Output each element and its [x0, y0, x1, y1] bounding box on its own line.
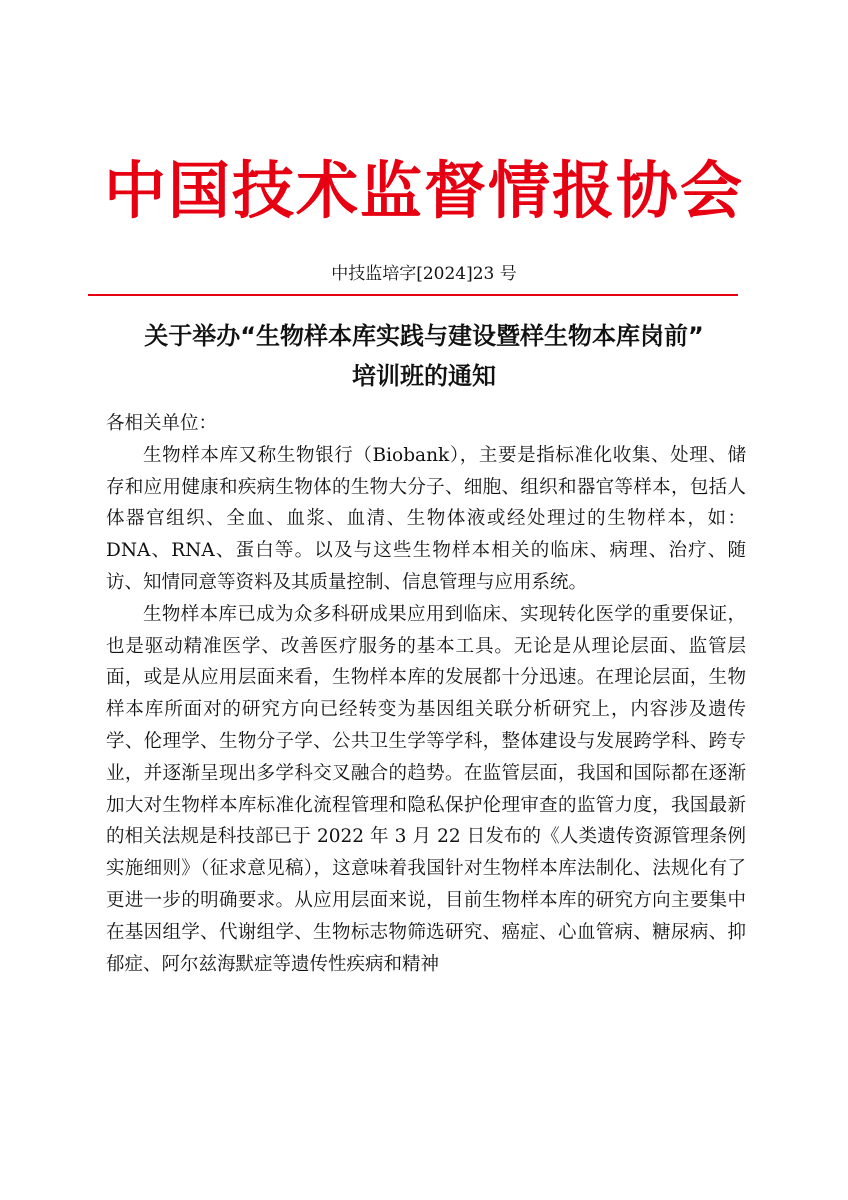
salutation: 各相关单位： [106, 413, 218, 434]
doc-number: 中技监培字[2024]23 号 [331, 264, 517, 284]
org-header: 中国技术监督情报协会 [103, 154, 744, 227]
document-body [106, 408, 746, 980]
notice-title [60, 316, 788, 396]
paragraph: 生物样本库又称生物银行（Biobank），主要是指标准化收集、处理、储存和应用健康和疾病生物体的生物大分子、细胞、组织和器官等样本，包括人体器官组织、全血、血浆、血清、生物体液或经处理过的生物样本，如：DNA、RNA、蛋白等。以及与这些生物样本相关的临床、病理、治疗、随访、知情同意等资料及其质量控制、信息管理与应用系统。 [106, 444, 746, 593]
paragraph: 生物样本库已成为众多科研成果应用到临床、实现转化医学的重要保证，也是驱动精准医学、改善医疗服务的基本工具。无论是从理论层面、监管层面，或是从应用层面来看，生物样本库的发展都十分迅速。在理论层面，生物样本库所面对的研究方向已经转变为基因组关联分析研究上，内容涉及遗传学、伦理学、生物分子学、公共卫生学等学科，整体建设与发展跨学科、跨专业，并逐渐呈现出多学科交叉融合的趋势。在监管层面，我国和国际都在逐渐加大对生物样本库标准化流程管理和隐私保护伦理审查的监管力度，我国最新的相关法规是科技部已于 2022 年 3 月 22 日发布的《人类遗传资源管理条例实施细则》（征求意见稿），这意味着我国针对生物样本库法制化、法规化有了更进一步的明确要求。从应用层面来说，目前生物样本库的研究方向主要集中在基因组学、代谢组学、生物标志物筛选研究、癌症、心血管病、糖尿病、抑郁症、阿尔兹海默症等遗传性疾病和精神 [106, 603, 746, 975]
title-line-1: 关于举办“生物样本库实践与建设暨样生物本库岗前” [144, 322, 704, 350]
title-line-2: 培训班的通知 [352, 362, 496, 390]
red-divider [88, 294, 738, 296]
